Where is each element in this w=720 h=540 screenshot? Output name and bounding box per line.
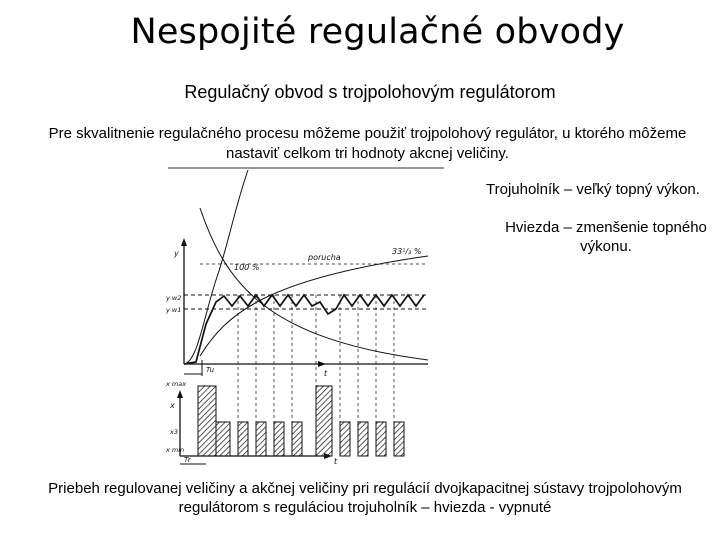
page-title: Nespojité regulačné obvody <box>130 12 625 52</box>
label-porucha: porucha <box>308 253 341 262</box>
label-yw2: y w2 <box>166 294 182 302</box>
response-diagram <box>166 164 446 474</box>
label-x3: x3 <box>170 428 178 436</box>
section-subtitle: Regulačný obvod s trojpolohovým regulátorom <box>184 82 556 102</box>
response-figure <box>166 164 446 474</box>
note-triangle: Trojuholník – veľký topný výkon. <box>486 181 700 198</box>
y-axis-arrow <box>181 238 187 246</box>
label-y: y <box>174 249 179 258</box>
figure-caption: Priebeh regulovanej veličiny a akčnej veličiny pri regulácií dvojkapacitnej sústavy trojpolohovým regulátorom s reguláciou trojuholník – hviezda - vypnuté <box>48 480 682 516</box>
actuating-bars <box>198 386 404 456</box>
intro-paragraph: Pre skvalitnenie regulačného procesu môžeme použiť trojpolohový regulátor, u ktorého môžeme nastaviť celkom tri hodnoty akcnej veličiny. <box>48 125 687 162</box>
label-tu: Tu <box>206 366 215 374</box>
note-star: Hviezda – zmenšenie topného výkonu. <box>505 219 707 255</box>
label-33: 33¹/₃ % <box>392 247 422 256</box>
label-tr: Tr <box>184 456 191 464</box>
label-xmax: x max <box>166 380 187 388</box>
label-100: 100 % <box>234 263 260 272</box>
label-xmin: x min <box>166 446 185 454</box>
label-x: x <box>170 401 175 410</box>
label-t-bottom: t <box>334 457 338 466</box>
label-yw1: y w1 <box>166 306 182 314</box>
x-axis-arrow <box>177 390 183 398</box>
t-axis-top-arrow <box>318 361 326 367</box>
label-t-top: t <box>324 369 328 378</box>
